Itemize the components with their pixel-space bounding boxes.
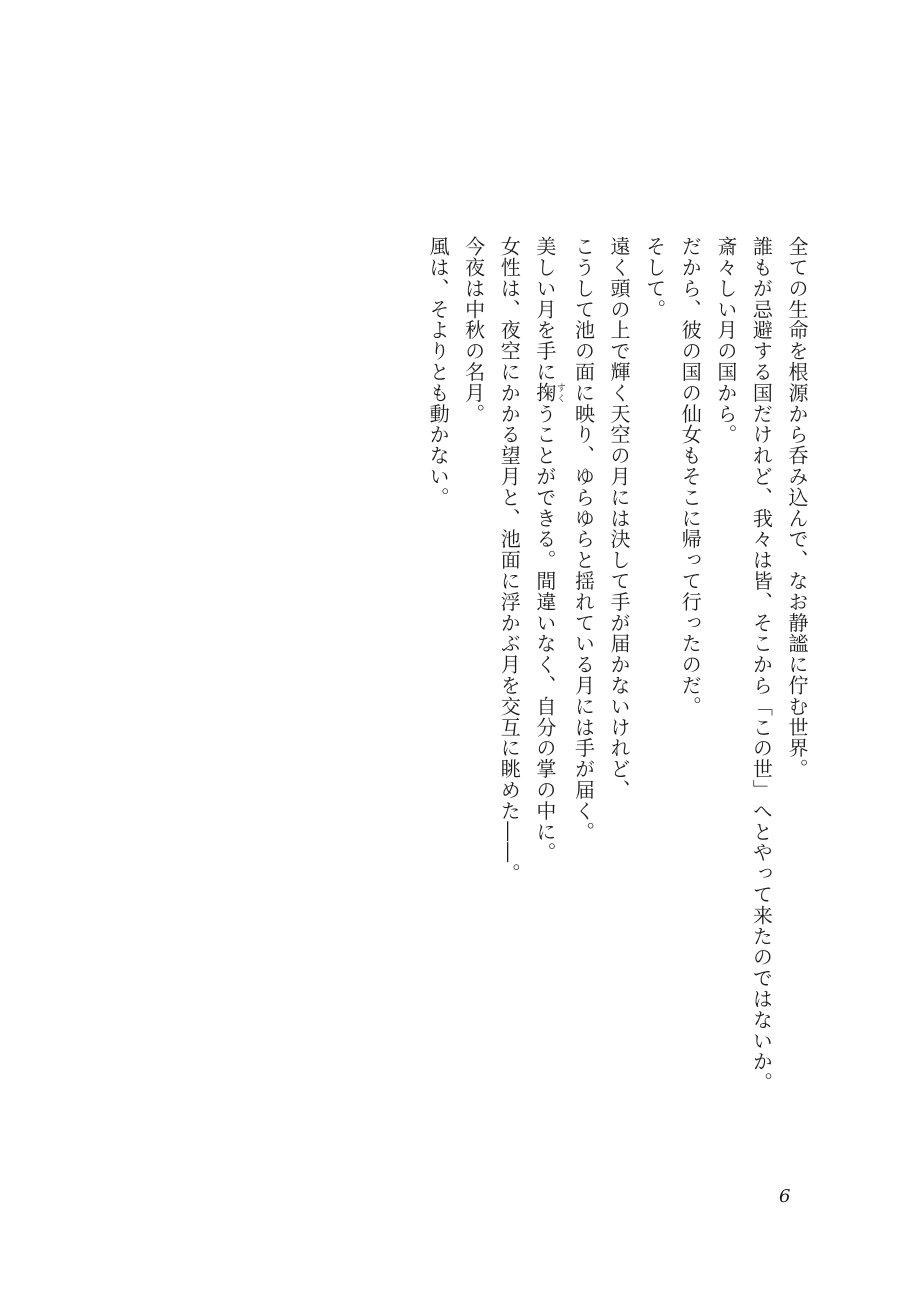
text-line: 全ての生命を根源から呑み込んで、なお静謐に佇む世界。	[785, 236, 809, 780]
text-line: 今夜は中秋の名月。	[461, 236, 486, 425]
page-number: 6	[779, 1186, 791, 1207]
text-line: 斎々しい月の国から。	[713, 236, 738, 445]
ruby-annotation	[532, 382, 565, 404]
text-segment: 美しい月を手に	[532, 236, 557, 383]
text-line: 誰もが忌避する国だけれど、我々は皆、そこから「この世」へとやって来たのではないか。	[749, 236, 774, 1093]
text-line-with-ruby	[526, 236, 565, 1156]
ruby-base: 掬	[532, 382, 557, 404]
text-line: だから、彼の国の仙女もそこに帰って行ったのだ。	[678, 236, 703, 717]
vertical-text-body	[419, 236, 814, 1156]
text-line: 女性は、夜空にかかる望月と、池面に浮かぶ月を交互に眺めた――。	[497, 236, 522, 884]
text-line: こうして池の面に映り、ゆらゆらと揺れている月には手が届く。	[571, 236, 596, 843]
text-segment: うことができる。間違いなく、自分の掌の中に。	[532, 403, 557, 864]
text-line: 遠く頭の上で輝く天空の月には決して手が届かないけれど、	[607, 236, 632, 801]
text-line: そして。	[642, 236, 667, 320]
ruby-reading: すく	[554, 382, 565, 404]
text-line: 風は、そよりとも動かない。	[426, 236, 451, 508]
